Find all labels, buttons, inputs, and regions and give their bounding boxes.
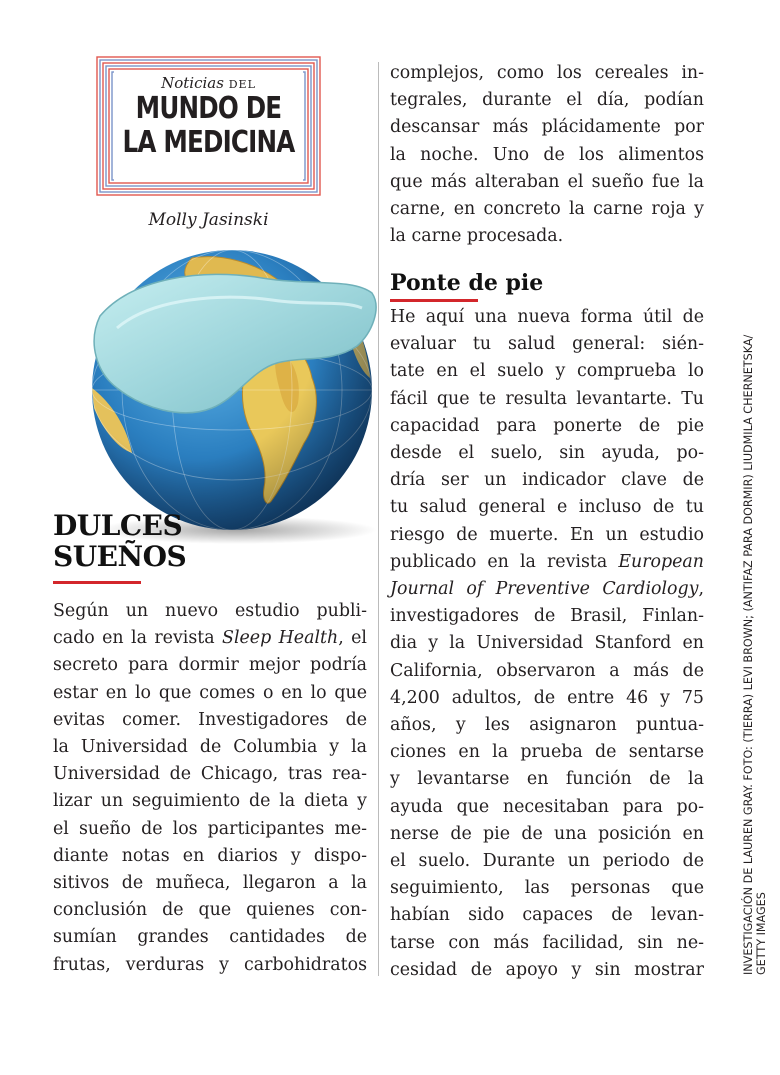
text-line: Journal of Preventive Cardiology,	[390, 579, 704, 600]
text-line: el sueño de los participantes me-	[53, 818, 367, 839]
text-line: y levantarse en función de la	[390, 769, 704, 790]
text-line: frutas, verduras y carbohidratos	[53, 954, 367, 975]
text-line: nerse de pie de una posición en	[390, 823, 704, 844]
text-line: fácil que te resulta levantarte. Tu	[390, 388, 704, 409]
text-line: cesidad de apoyo y sin mostrar	[390, 959, 704, 980]
text-line: dría ser un indicador clave de	[390, 470, 704, 491]
text-line: ciones en la prueba de sentarse	[390, 742, 704, 763]
headline-dulces-suenos	[53, 510, 186, 572]
text-line: descansar más plácidamente por	[390, 117, 704, 138]
text-line: riesgo de muerte. En un estudio	[390, 524, 704, 545]
text-line: carne, en concreto la carne roja y	[390, 199, 704, 220]
text-line: tegrales, durante el día, podían	[390, 90, 704, 111]
text-line: conclusión de que quienes con-	[53, 900, 367, 921]
text-line: 4,200 adultos, de entre 46 y 75	[390, 687, 704, 708]
text-line: evitas comer. Investigadores de	[53, 709, 367, 730]
text-line: tu salud general e incluso de tu	[390, 497, 704, 518]
text-line: Universidad de Chicago, tras rea-	[53, 764, 367, 785]
text-line: diante notas en diarios y dispo-	[53, 845, 367, 866]
text-line: el suelo. Durante un periodo de	[390, 851, 704, 872]
text-line: Según un nuevo estudio publi-	[53, 601, 367, 621]
text-line: la Universidad de Columbia y la	[53, 737, 367, 758]
text-line: secreto para dormir mejor podría	[53, 655, 367, 676]
text-line: complejos, como los cereales in-	[390, 63, 704, 83]
masthead-del: DEL	[228, 78, 256, 91]
text-line: investigadores de Brasil, Finlan-	[390, 606, 704, 627]
headline-line1: DULCES	[53, 509, 183, 542]
globe-sleep-mask-illustration	[72, 238, 392, 548]
text-line: años, y les asignaron puntua-	[390, 715, 704, 736]
article1-right-column	[390, 60, 704, 250]
text-line: desde el suelo, sin ayuda, po-	[390, 443, 704, 464]
text-line: habían sido capaces de levan-	[390, 905, 704, 926]
text-line: sitivos de muñeca, llegaron a la	[53, 873, 367, 894]
text-line: evaluar tu salud general: sién-	[390, 334, 704, 355]
text-line: California, observaron a más de	[390, 660, 704, 681]
subhead-ponte-de-pie: Ponte de pie	[390, 270, 544, 296]
text-line: sumían grandes cantidades de	[53, 927, 367, 948]
masthead-inner	[114, 70, 303, 182]
text-line: ayuda que necesitaban para po-	[390, 796, 704, 817]
masthead-noticias: Noticias	[161, 74, 224, 92]
article2-column	[390, 304, 704, 984]
text-line: publicado en la revista European	[390, 551, 704, 572]
article1-left-column	[53, 598, 367, 979]
text-line: la carne procesada.	[390, 226, 564, 247]
photo-credit	[742, 335, 768, 975]
text-line: que más alteraban el sueño fue la	[390, 171, 704, 192]
subhead-red-rule	[390, 299, 478, 302]
text-line: tarse con más facilidad, sin ne-	[390, 932, 704, 953]
column-divider	[378, 62, 379, 976]
text-line: tate en el suelo y comprueba lo	[390, 361, 704, 382]
masthead-kicker	[114, 74, 303, 92]
byline: Molly Jasinski	[148, 210, 269, 230]
masthead-title-line2: LA MEDICINA	[122, 125, 295, 160]
text-line: estar en lo que comes o en lo que	[53, 682, 367, 703]
masthead-box	[96, 56, 321, 196]
text-line: la noche. Uno de los alimentos	[390, 144, 704, 165]
text-line: seguimiento, las personas que	[390, 878, 704, 899]
masthead-title-line1: MUNDO DE	[135, 91, 282, 126]
text-line: cado en la revista Sleep Health, el	[53, 628, 367, 649]
text-line: lizar un seguimiento de la dieta y	[53, 791, 367, 812]
text-line: capacidad para ponerte de pie	[390, 415, 704, 436]
photo-credit-line2: GETTY IMAGES	[755, 892, 768, 975]
headline-line2: SUEÑOS	[53, 540, 187, 573]
text-line: dia y la Universidad Stanford en	[390, 633, 704, 654]
photo-credit-line1: INVESTIGACIÓN DE LAUREN GRAY. FOTO: (TIERRA) LEVI BROWN; (ANTIFAZ PARA DORMIR) LIUDMILA CHERNETSKA/	[742, 334, 755, 975]
text-line: He aquí una nueva forma útil de	[390, 307, 704, 327]
headline-red-rule	[53, 581, 141, 584]
